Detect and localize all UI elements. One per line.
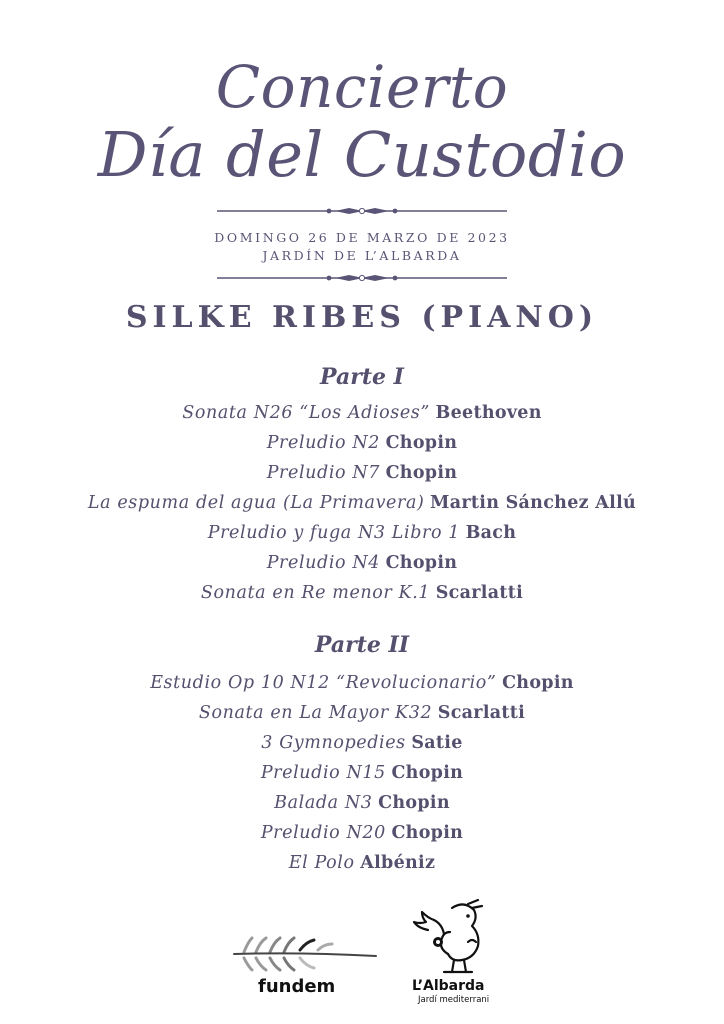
work-title: Preludio y fuga N3 Libro 1 <box>207 523 460 543</box>
fundem-logo-text: fundem <box>258 976 336 997</box>
composer-name: Chopin <box>391 823 464 843</box>
composer-name: Scarlatti <box>437 703 526 723</box>
work-title: Preludio N4 <box>266 553 380 573</box>
work-title: 3 Gymnopedies <box>261 733 406 753</box>
work-title: Sonata N26 “Los Adioses” <box>182 403 430 423</box>
work-title: El Polo <box>288 853 355 873</box>
work-title: Estudio Op 10 N12 “Revolucionario” <box>150 673 497 693</box>
event-date: DOMINGO 26 DE MARZO DE 2023 <box>214 230 510 245</box>
work-title: Preludio N2 <box>266 433 380 453</box>
work-title: La espuma del agua (La Primavera) <box>87 493 425 513</box>
title-concierto: Concierto <box>215 53 509 121</box>
program-item <box>0 698 724 728</box>
program-item <box>0 518 724 548</box>
work-title: Sonata en La Mayor K32 <box>198 703 433 723</box>
composer-name: Satie <box>411 733 463 753</box>
composer-name: Chopin <box>385 433 458 453</box>
composer-name: Chopin <box>378 793 450 813</box>
composer-name: Scarlatti <box>435 583 524 603</box>
program-list-part-2 <box>0 668 724 878</box>
program-item <box>0 548 724 578</box>
composer-name: Martin Sánchez Allú <box>430 493 637 513</box>
performer-name: SILKE RIBES (PIANO) <box>125 300 599 335</box>
composer-name: Chopin <box>385 553 458 573</box>
event-venue: JARDÍN DE L’ALBARDA <box>262 248 462 263</box>
work-title: Preludio N7 <box>266 463 380 483</box>
work-title: Balada N3 <box>274 793 373 813</box>
composer-name: Beethoven <box>435 403 542 423</box>
program-item <box>0 848 724 878</box>
part-heading-1: Parte I <box>320 364 404 390</box>
composer-name: Bach <box>465 523 517 543</box>
program-list-part-1 <box>0 398 724 608</box>
albarda-logo-name: L’Albarda <box>412 978 485 994</box>
albarda-logo <box>408 898 504 1008</box>
program-item <box>0 398 724 428</box>
fundem-logo <box>230 930 380 1000</box>
title-dia-del-custodio: Día del Custodio <box>97 118 627 191</box>
program-item <box>0 728 724 758</box>
work-title: Preludio N15 <box>260 763 386 783</box>
composer-name: Albéniz <box>360 853 436 873</box>
ornamental-divider-bottom <box>217 273 507 283</box>
albarda-logo-tagline: Jardí mediterrani <box>418 995 490 1005</box>
program-item <box>0 758 724 788</box>
program-item <box>0 578 724 608</box>
program-item <box>0 788 724 818</box>
composer-name: Chopin <box>391 763 464 783</box>
ornamental-divider-top <box>217 206 507 216</box>
composer-name: Chopin <box>502 673 574 693</box>
work-title: Sonata en Re menor K.1 <box>200 583 431 603</box>
program-item <box>0 488 724 518</box>
program-item <box>0 668 724 698</box>
part-heading-2: Parte II <box>314 632 410 658</box>
work-title: Preludio N20 <box>260 823 386 843</box>
composer-name: Chopin <box>385 463 458 483</box>
program-item <box>0 428 724 458</box>
program-item <box>0 458 724 488</box>
program-item <box>0 818 724 848</box>
